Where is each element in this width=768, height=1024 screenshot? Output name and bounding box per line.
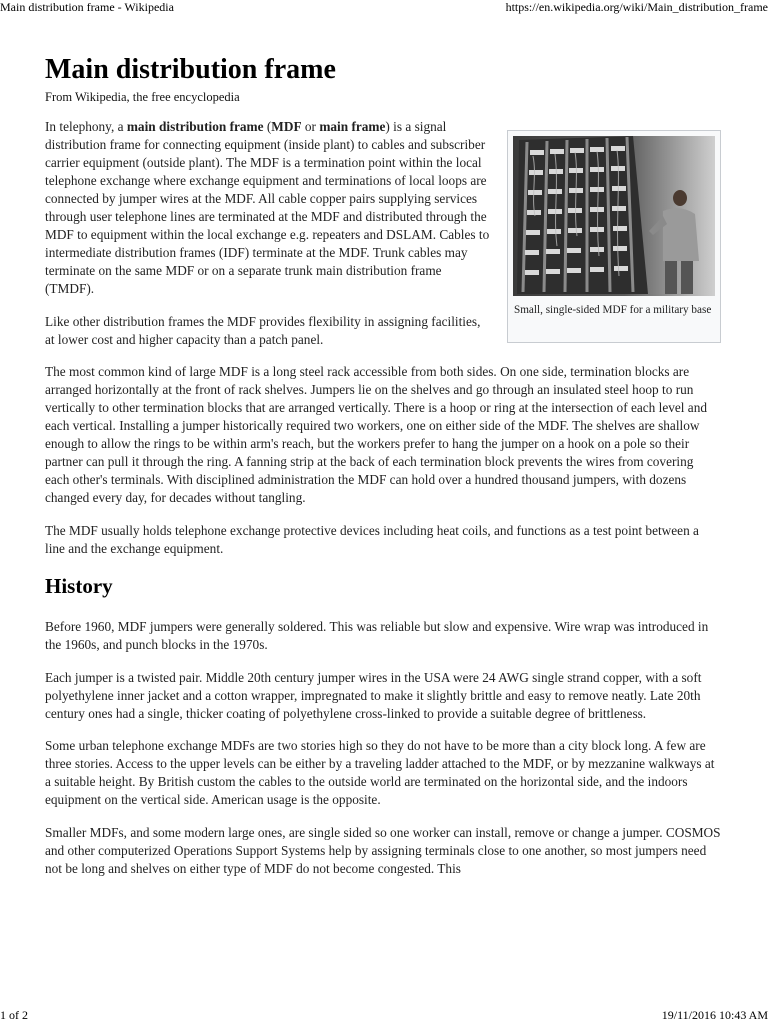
mdf-photo[interactable]: [513, 136, 715, 296]
history-paragraph-4: Smaller MDFs, and some modern large ones, are single sided so one worker can install, remove or change a jumper. COSMOS and other computerized Operations Support Systems help by assigning terminals close to one another, so most jumpers need not be long and shelves on either type of MDF do not become congested. This: [45, 824, 721, 876]
term-main-distribution-frame: main distribution frame: [126, 119, 264, 134]
section-heading-history: History: [45, 574, 113, 598]
page-title: Main distribution frame: [45, 54, 336, 85]
intro-paragraph-1: In telephony, a main distribution frame (MDF or main frame) is a signal distribution frame for connecting equipment (inside plant) to cables and subscriber carrier equipment (outside plant). The MDF is a termination point within the local telephone exchange where exchange equipment and terminations of local loops are connected by jumper wires at the MDF. All cable copper pairs supplying services through user telephone lines are terminated at the MDF and distributed through the MDF to equipment within the local exchange e.g. repeaters and DSLAM. Cables to intermediate distribution frames (IDF) terminate at the MDF. Trunk cables may terminate on the same MDF or on a separate trunk main distribution frame (TMDF).: [45, 119, 490, 296]
intro-paragraph-2: Like other distribution frames the MDF provides flexibility in assigning facilities, at lower cost and higher capacity than a patch panel.: [45, 313, 481, 347]
term-mdf: MDF: [271, 119, 302, 134]
thumbnail-caption: Small, single-sided MDF for a military base: [514, 304, 712, 316]
print-header-url: https://en.wikipedia.org/wiki/Main_distribution_frame: [505, 0, 768, 14]
page-tagline: From Wikipedia, the free encyclopedia: [45, 90, 240, 104]
thumbnail-box: [507, 130, 721, 343]
history-paragraph-3: Some urban telephone exchange MDFs are two stories high so they do not have to be more than a city block long. A few are three stories. Access to the upper levels can be either by a traveling ladder attached to the MDF, or by mezzanine walkways at a suitable height. By British custom the cables to the outside world are terminated on the horizontal side, and the indoors equipment on the vertical side. American usage is the opposite.: [45, 738, 715, 807]
term-main-frame: main frame: [319, 119, 386, 134]
history-paragraph-1: Before 1960, MDF jumpers were generally soldered. This was reliable but slow and expensive. Wire wrap was introduced in the 1960s, and punch blocks in the 1970s.: [45, 619, 709, 652]
paragraph-rack-description: The most common kind of large MDF is a long steel rack accessible from both sides. On one side, termination blocks are arranged horizontally at the front of rack shelves. Jumpers lie on the shelves and go through an insulated steel hoop to run vertically to other termination blocks that are arranged vertically. There is a hoop or ring at the intersection of each level and each vertical. Installing a jumper historically required two workers, one on either side of the MDF. The shelves are shallow enough to allow the rings to be within arm's reach, but the workers prefer to hang the jumper on a hook on a pole so their partner can pull it through the ring. A fanning strip at the back of each termination block prevents the wires from covering each other's terminals. With disciplined administration the MDF can hold over a hundred thousand jumpers, with dozens changed every day, for decades without tangling.: [45, 364, 708, 505]
paragraph-protective-devices: The MDF usually holds telephone exchange protective devices including heat coils, and functions as a test point between a line and the exchange equipment.: [45, 522, 699, 556]
print-header-title: Main distribution frame - Wikipedia: [0, 0, 174, 14]
print-footer-datetime: 19/11/2016 10:43 AM: [661, 1008, 768, 1022]
history-paragraph-2: Each jumper is a twisted pair. Middle 20th century jumper wires in the USA were 24 AWG single strand copper, with a soft polyethylene inner jacket and a cotton wrapper, impregnated to make it slightly brittle and easy to remove neatly. Late 20th century ones had a single, thicker coating of polyethylene cross-linked to provide a suitable degree of brittleness.: [45, 669, 702, 721]
print-footer-page: 1 of 2: [0, 1008, 28, 1022]
